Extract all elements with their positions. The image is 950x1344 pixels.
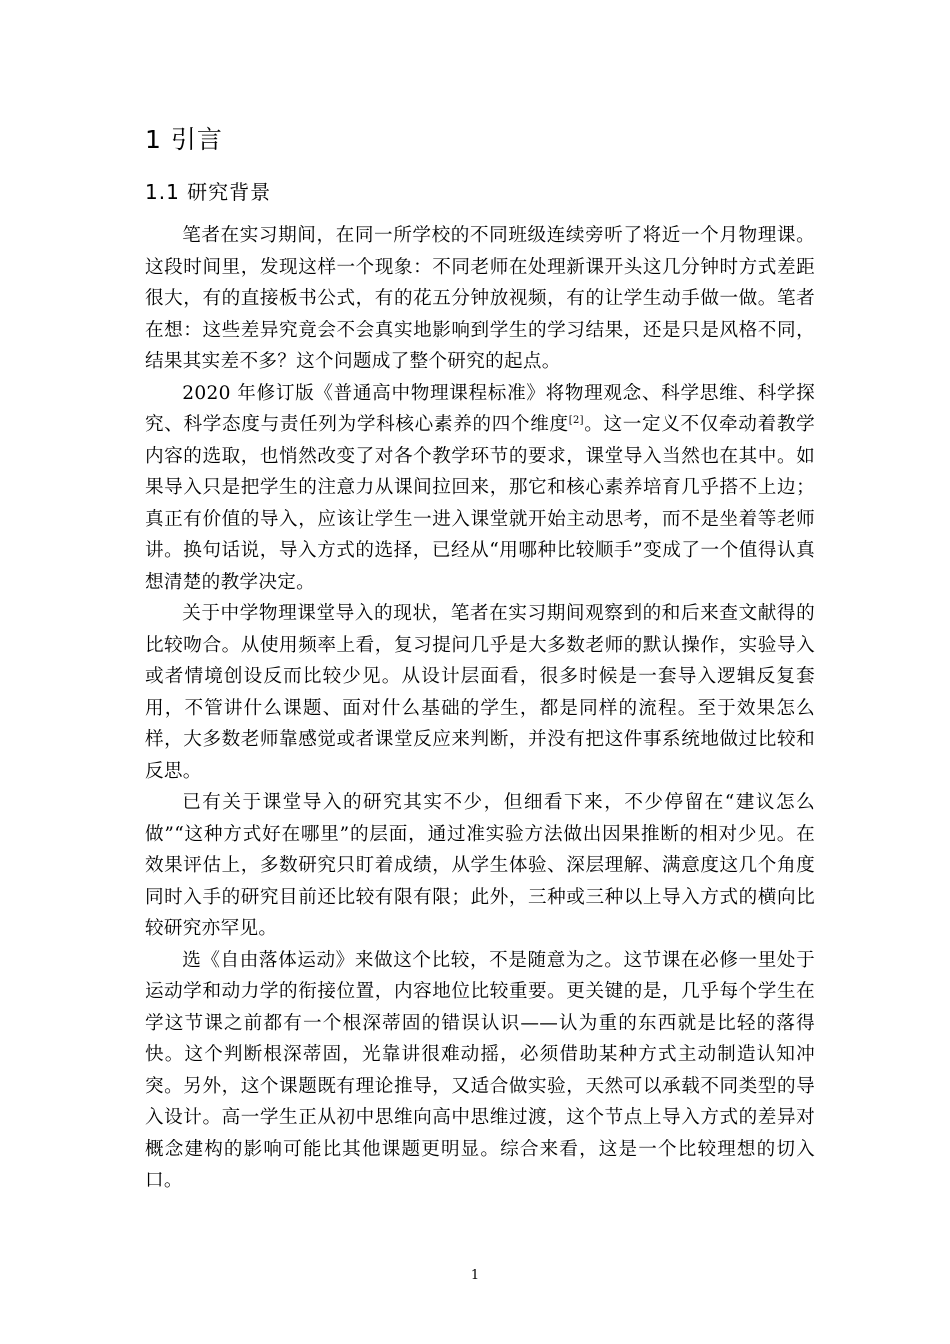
- chapter-heading: 1 引言: [145, 125, 223, 154]
- page-body: [145, 122, 815, 1197]
- paragraph-2-text-a: 2020 年修订版《普通高中物理课程标准》将物理观念、科学思维、科学探究、科学态度与责任列为学科核心素养的四个维度: [145, 382, 815, 435]
- paragraph-2: [145, 378, 815, 599]
- paragraph-2-text-b: 。这一定义不仅牵动着教学内容的选取，也悄然改变了对各个教学环节的要求，课堂导入当然也在其中。如果导入只是把学生的注意力从课间拉回来，那它和核心素养培育几乎搭不上边；真正有价值的导入，应该让学生一进入课堂就开始主动思考，而不是坐着等老师讲。换句话说，导入方式的选择，已经从“用哪种比较顺手”变成了一个值得认真想清楚的教学决定。: [145, 414, 815, 593]
- paragraph-5: 选《自由落体运动》来做这个比较，不是随意为之。这节课在必修一里处于运动学和动力学的衔接位置，内容地位比较重要。更关键的是，几乎每个学生在学这节课之前都有一个根深蒂固的错误认识——认为重的东西就是比轻的落得快。这个判断根深蒂固，光靠讲很难动摇，必须借助某种方式主动制造认知冲突。另外，这个课题既有理论推导，又适合做实验，天然可以承载不同类型的导入设计。高一学生正从初中思维向高中思维过渡，这个节点上导入方式的差异对概念建构的影响可能比其他课题更明显。综合来看，这是一个比较理想的切入口。: [145, 949, 815, 1191]
- paragraph-3: 关于中学物理课堂导入的现状，笔者在实习期间观察到的和后来查文献得的比较吻合。从使用频率上看，复习提问几乎是大多数老师的默认操作，实验导入或者情境创设反而比较少见。从设计层面看，很多时候是一套导入逻辑反复套用，不管讲什么课题、面对什么基础的学生，都是同样的流程。至于效果怎么样，大多数老师靠感觉或者课堂反应来判断，并没有把这件事系统地做过比较和反思。: [145, 603, 815, 782]
- citation-reference: [2]: [568, 414, 584, 426]
- paragraph-1: 笔者在实习期间，在同一所学校的不同班级连续旁听了将近一个月物理课。这段时间里，发现这样一个现象：不同老师在处理新课开头这几分钟时方式差距很大，有的直接板书公式，有的花五分钟放视频，有的让学生动手做一做。笔者在想：这些差异究竟会不会真实地影响到学生的学习结果，还是只是风格不同，结果其实差不多？这个问题成了整个研究的起点。: [145, 225, 815, 372]
- section-heading: 1.1 研究背景: [145, 180, 272, 204]
- paragraph-4: 已有关于课堂导入的研究其实不少，但细看下来，不少停留在“建议怎么做”“这种方式好在哪里”的层面，通过准实验方法做出因果推断的相对少见。在效果评估上，多数研究只盯着成绩，从学生体验、深层理解、满意度这几个角度同时入手的研究目前还比较有限有限；此外，三种或三种以上导入方式的横向比较研究亦罕见。: [145, 792, 815, 939]
- page-number: 1: [470, 1268, 480, 1283]
